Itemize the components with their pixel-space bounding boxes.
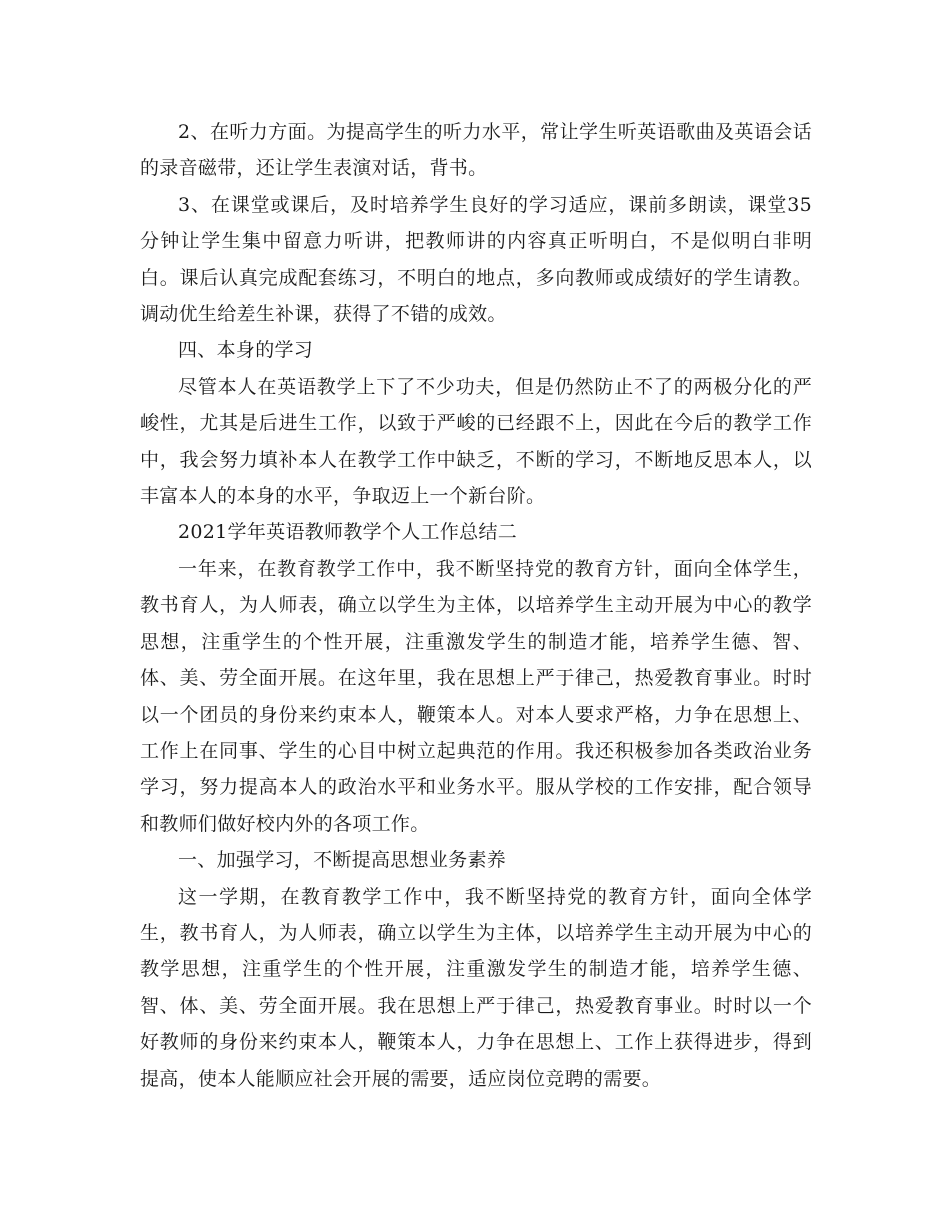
paragraph-semester-summary: 这一学期，在教育教学工作中，我不断坚持党的教育方针，面向全体学生，教书育人，为人师表，确立以学生为主体，以培养学生主动开展为中心的教学思想，注重学生的个性开展，注重激发学生的制造才能，培养学生德、智、体、美、劳全面开展。我在思想上严于律己，热爱教育事业。时时以一个好教师的身份来约束本人，鞭策本人，力争在思想上、工作上获得进步，得到提高，使本人能顺应社会开展的需要，适应岗位竞聘的需要。: [140, 885, 812, 1090]
document-subtitle: 2021学年英语教师教学个人工作总结二: [178, 521, 518, 544]
document-body: [140, 114, 812, 1097]
paragraph-classroom-habits: 3、在课堂或课后，及时培养学生良好的学习适应，课前多朗读，课堂35分钟让学生集中留意力听讲，把教师讲的内容真正听明白，不是似明白非明白。课后认真完成配套练习，不明白的地点，多向教师或成绩好的学生请教。调动优生给差生补课，获得了不错的成效。: [140, 193, 812, 326]
paragraph-self-study: 尽管本人在英语教学上下了不少功夫，但是仍然防止不了的两极分化的严峻性，尤其是后进生工作，以致于严峻的已经跟不上，因此在今后的教学工作中，我会努力填补本人在教学工作中缺乏，不断的学习，不断地反思本人，以丰富本人的本身的水平，争取迈上一个新台阶。: [140, 375, 812, 508]
paragraph-listening: 2、在听力方面。为提高学生的听力水平，常让学生听英语歌曲及英语会话的录音磁带，还让学生表演对话，背书。: [140, 121, 812, 180]
section-heading-strengthen-learning: 一、加强学习，不断提高思想业务素养: [178, 849, 507, 872]
section-heading-self-study: 四、本身的学习: [178, 339, 314, 362]
paragraph-year-summary: 一年来，在教育教学工作中，我不断坚持党的教育方针，面向全体学生，教书育人，为人师表，确立以学生为主体，以培养学生主动开展为中心的教学思想，注重学生的个性开展，注重激发学生的制造才能，培养学生德、智、体、美、劳全面开展。在这年里，我在思想上严于律己，热爱教育事业。时时以一个团员的身份来约束本人，鞭策本人。对本人要求严格，力争在思想上、工作上在同事、学生的心目中树立起典范的作用。我还积极参加各类政治业务学习，努力提高本人的政治水平和业务水平。服从学校的工作安排，配合领导和教师们做好校内外的各项工作。: [140, 557, 812, 835]
